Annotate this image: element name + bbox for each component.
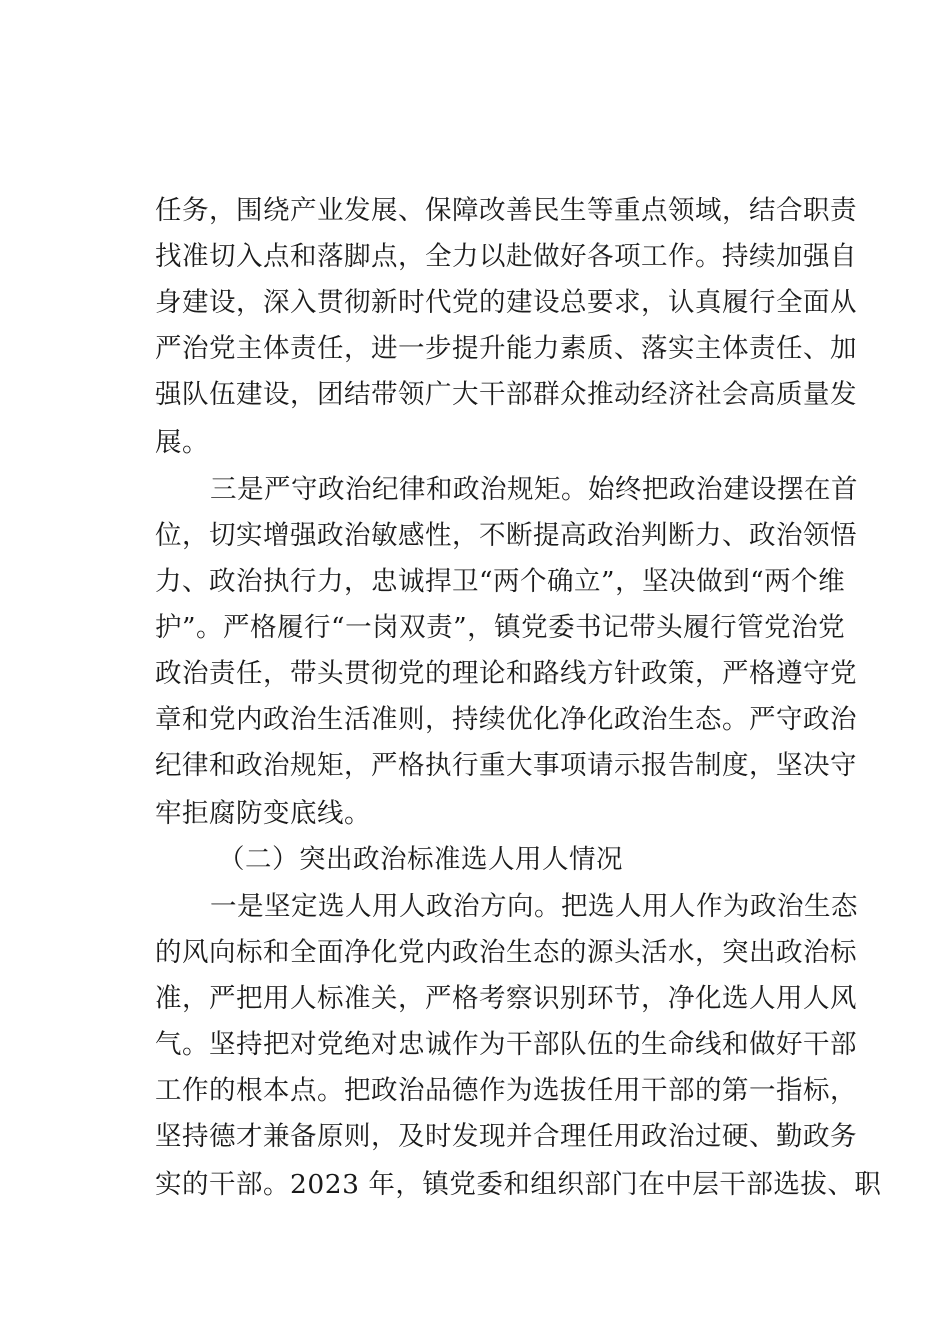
paragraph-line: 一是坚定选人用人政治方向。把选人用人作为政治生态: [210, 891, 858, 922]
paragraph-line: 坚持德才兼备原则，及时发现并合理任用政治过硬、勤政务: [155, 1121, 857, 1152]
paragraph-line: 工作的根本点。把政治品德作为选拔任用干部的第一指标，: [155, 1075, 857, 1106]
paragraph-line: 的风向标和全面净化党内政治生态的源头活水，突出政治标: [155, 937, 857, 968]
paragraph-line: 章和党内政治生活准则，持续优化净化政治生态。严守政治: [155, 704, 857, 735]
paragraph-line: 展。: [155, 427, 209, 458]
paragraph-line: 政治责任，带头贯彻党的理论和路线方针政策，严格遵守党: [155, 658, 857, 689]
paragraph-line: 位，切实增强政治敏感性，不断提高政治判断力、政治领悟: [155, 520, 857, 551]
paragraph-line: 实的干部。2023 年，镇党委和组织部门在中层干部选拔、职: [155, 1169, 882, 1200]
paragraph-line: 找准切入点和落脚点，全力以赴做好各项工作。持续加强自: [155, 241, 857, 272]
paragraph-line: 严治党主体责任，进一步提升能力素质、落实主体责任、加: [155, 333, 857, 364]
paragraph-line: 纪律和政治规矩，严格执行重大事项请示报告制度，坚决守: [155, 750, 857, 781]
section-heading: （二）突出政治标准选人用人情况: [218, 844, 623, 875]
paragraph-line: 气。坚持把对党绝对忠诚作为干部队伍的生命线和做好干部: [155, 1029, 857, 1060]
paragraph-line: 强队伍建设，团结带领广大干部群众推动经济社会高质量发: [155, 379, 857, 410]
paragraph-line: 力、政治执行力，忠诚捍卫“两个确立”，坚决做到“两个维: [155, 566, 846, 597]
paragraph-line: 牢拒腐防变底线。: [155, 798, 371, 829]
paragraph-line: 任务，围绕产业发展、保障改善民生等重点领域，结合职责: [155, 195, 857, 226]
paragraph-line: 护”。严格履行“一岗双责”，镇党委书记带头履行管党治党: [155, 612, 846, 643]
paragraph-line: 准，严把用人标准关，严格考察识别环节，净化选人用人风: [155, 983, 857, 1014]
paragraph-line: 身建设，深入贯彻新时代党的建设总要求，认真履行全面从: [155, 287, 857, 318]
paragraph-line: 三是严守政治纪律和政治规矩。始终把政治建设摆在首: [210, 474, 858, 505]
